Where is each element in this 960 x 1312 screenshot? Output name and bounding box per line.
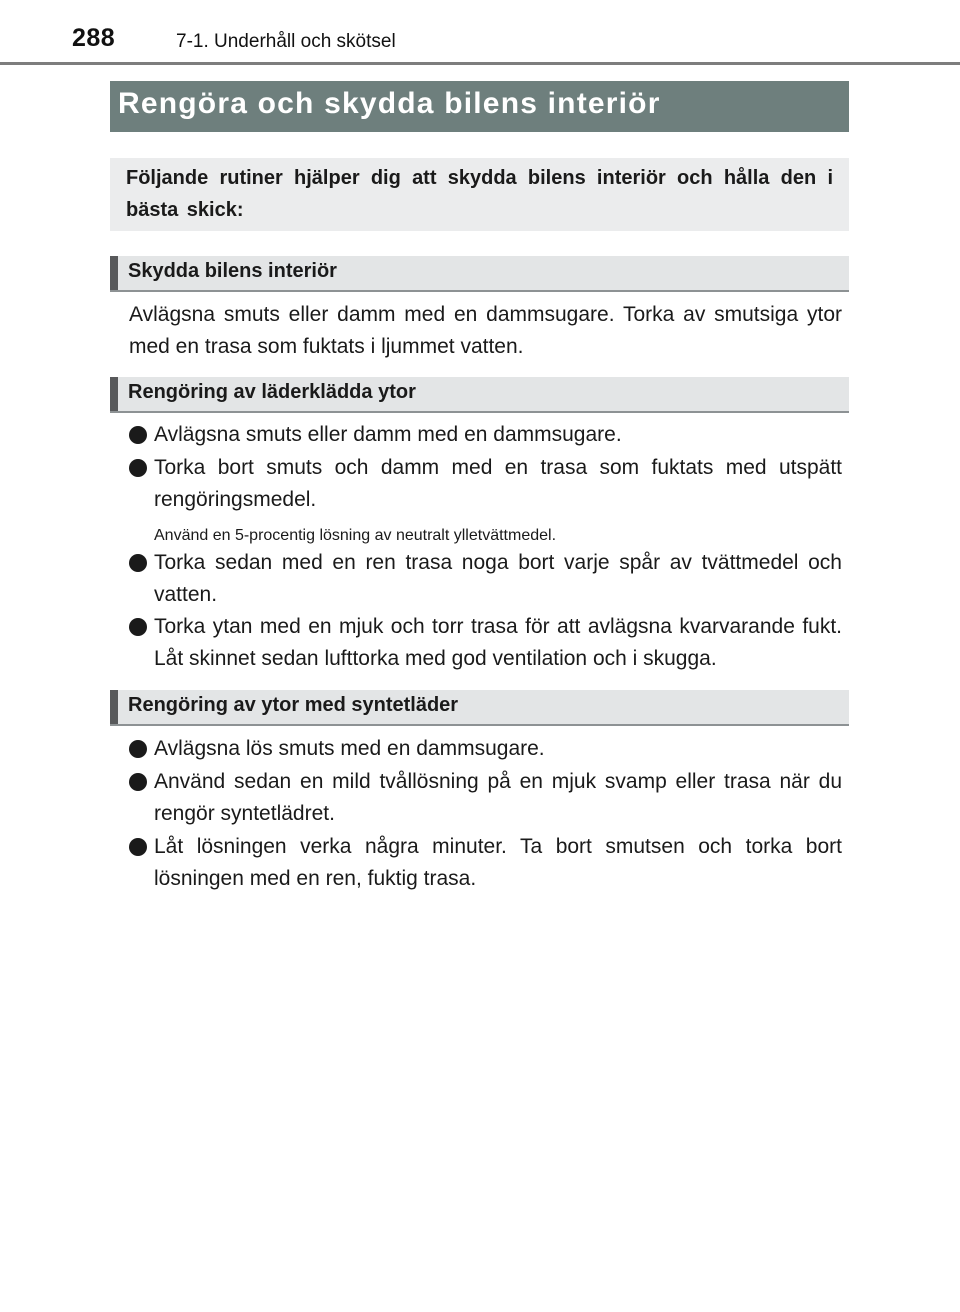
list-item-text: Avlägsna lös smuts med en dammsugare. xyxy=(154,737,545,760)
bullet-icon xyxy=(129,554,147,572)
list-item xyxy=(129,547,842,611)
bullet-icon xyxy=(129,838,147,856)
list-item-text: Torka sedan med en ren trasa noga bort varje spår av tvättmedel och vatten. xyxy=(154,551,842,606)
list-item-text: Torka bort smuts och damm med en trasa som fuktats med utspätt rengöringsmedel. xyxy=(154,456,842,511)
page-header xyxy=(0,0,960,66)
list-item xyxy=(129,733,842,765)
bullet-icon xyxy=(129,773,147,791)
intro-box xyxy=(110,158,849,231)
bullet-icon xyxy=(129,426,147,444)
list-item xyxy=(129,419,842,451)
list-item xyxy=(129,831,842,895)
bullet-icon xyxy=(129,740,147,758)
page-title: Rengöra och skydda bilens interiör xyxy=(118,87,661,120)
section-heading-leather xyxy=(110,377,849,413)
bullet-icon xyxy=(129,618,147,636)
section-heading-label: Skydda bilens interiör xyxy=(128,260,337,282)
bullet-icon xyxy=(129,459,147,477)
intro-text: Följande rutiner hjälper dig att skydda bilens interiör och hålla den i bästa skick: xyxy=(126,167,833,221)
list-item xyxy=(129,611,842,675)
list-item-text: Avlägsna smuts eller damm med en dammsugare. xyxy=(154,423,622,446)
section-heading-synthetic xyxy=(110,690,849,726)
section-heading-bar xyxy=(110,256,118,290)
list-item-text: Använd sedan en mild tvållösning på en mjuk svamp eller trasa när du rengör syntetlädret. xyxy=(154,770,842,825)
section-heading-bar xyxy=(110,690,118,724)
section-paragraph: Avlägsna smuts eller damm med en dammsugare. Torka av smutsiga ytor med en trasa som fuktats i ljummet vatten. xyxy=(129,303,842,358)
page-number: 288 xyxy=(72,24,116,52)
list-item-text: Torka ytan med en mjuk och torr trasa för att avlägsna kvarvarande fukt. Låt skinnet sedan lufttorka med god ventilation och i skugga. xyxy=(154,615,842,670)
title-banner xyxy=(110,81,849,132)
section-heading-protect xyxy=(110,256,849,292)
list-item-text: Låt lösningen verka några minuter. Ta bort smutsen och torka bort lösningen med en ren, fuktig trasa. xyxy=(154,835,842,890)
list-item xyxy=(129,766,842,830)
section-heading-label: Rengöring av läderklädda ytor xyxy=(128,381,416,403)
section-path: 7-1. Underhåll och skötsel xyxy=(176,31,396,52)
section-heading-label: Rengöring av ytor med syntetläder xyxy=(128,694,459,716)
section-heading-bar xyxy=(110,377,118,411)
list-item xyxy=(129,452,842,516)
header-rule xyxy=(0,62,960,65)
note-text: Använd en 5-procentig lösning av neutralt ylletvättmedel. xyxy=(154,527,557,544)
